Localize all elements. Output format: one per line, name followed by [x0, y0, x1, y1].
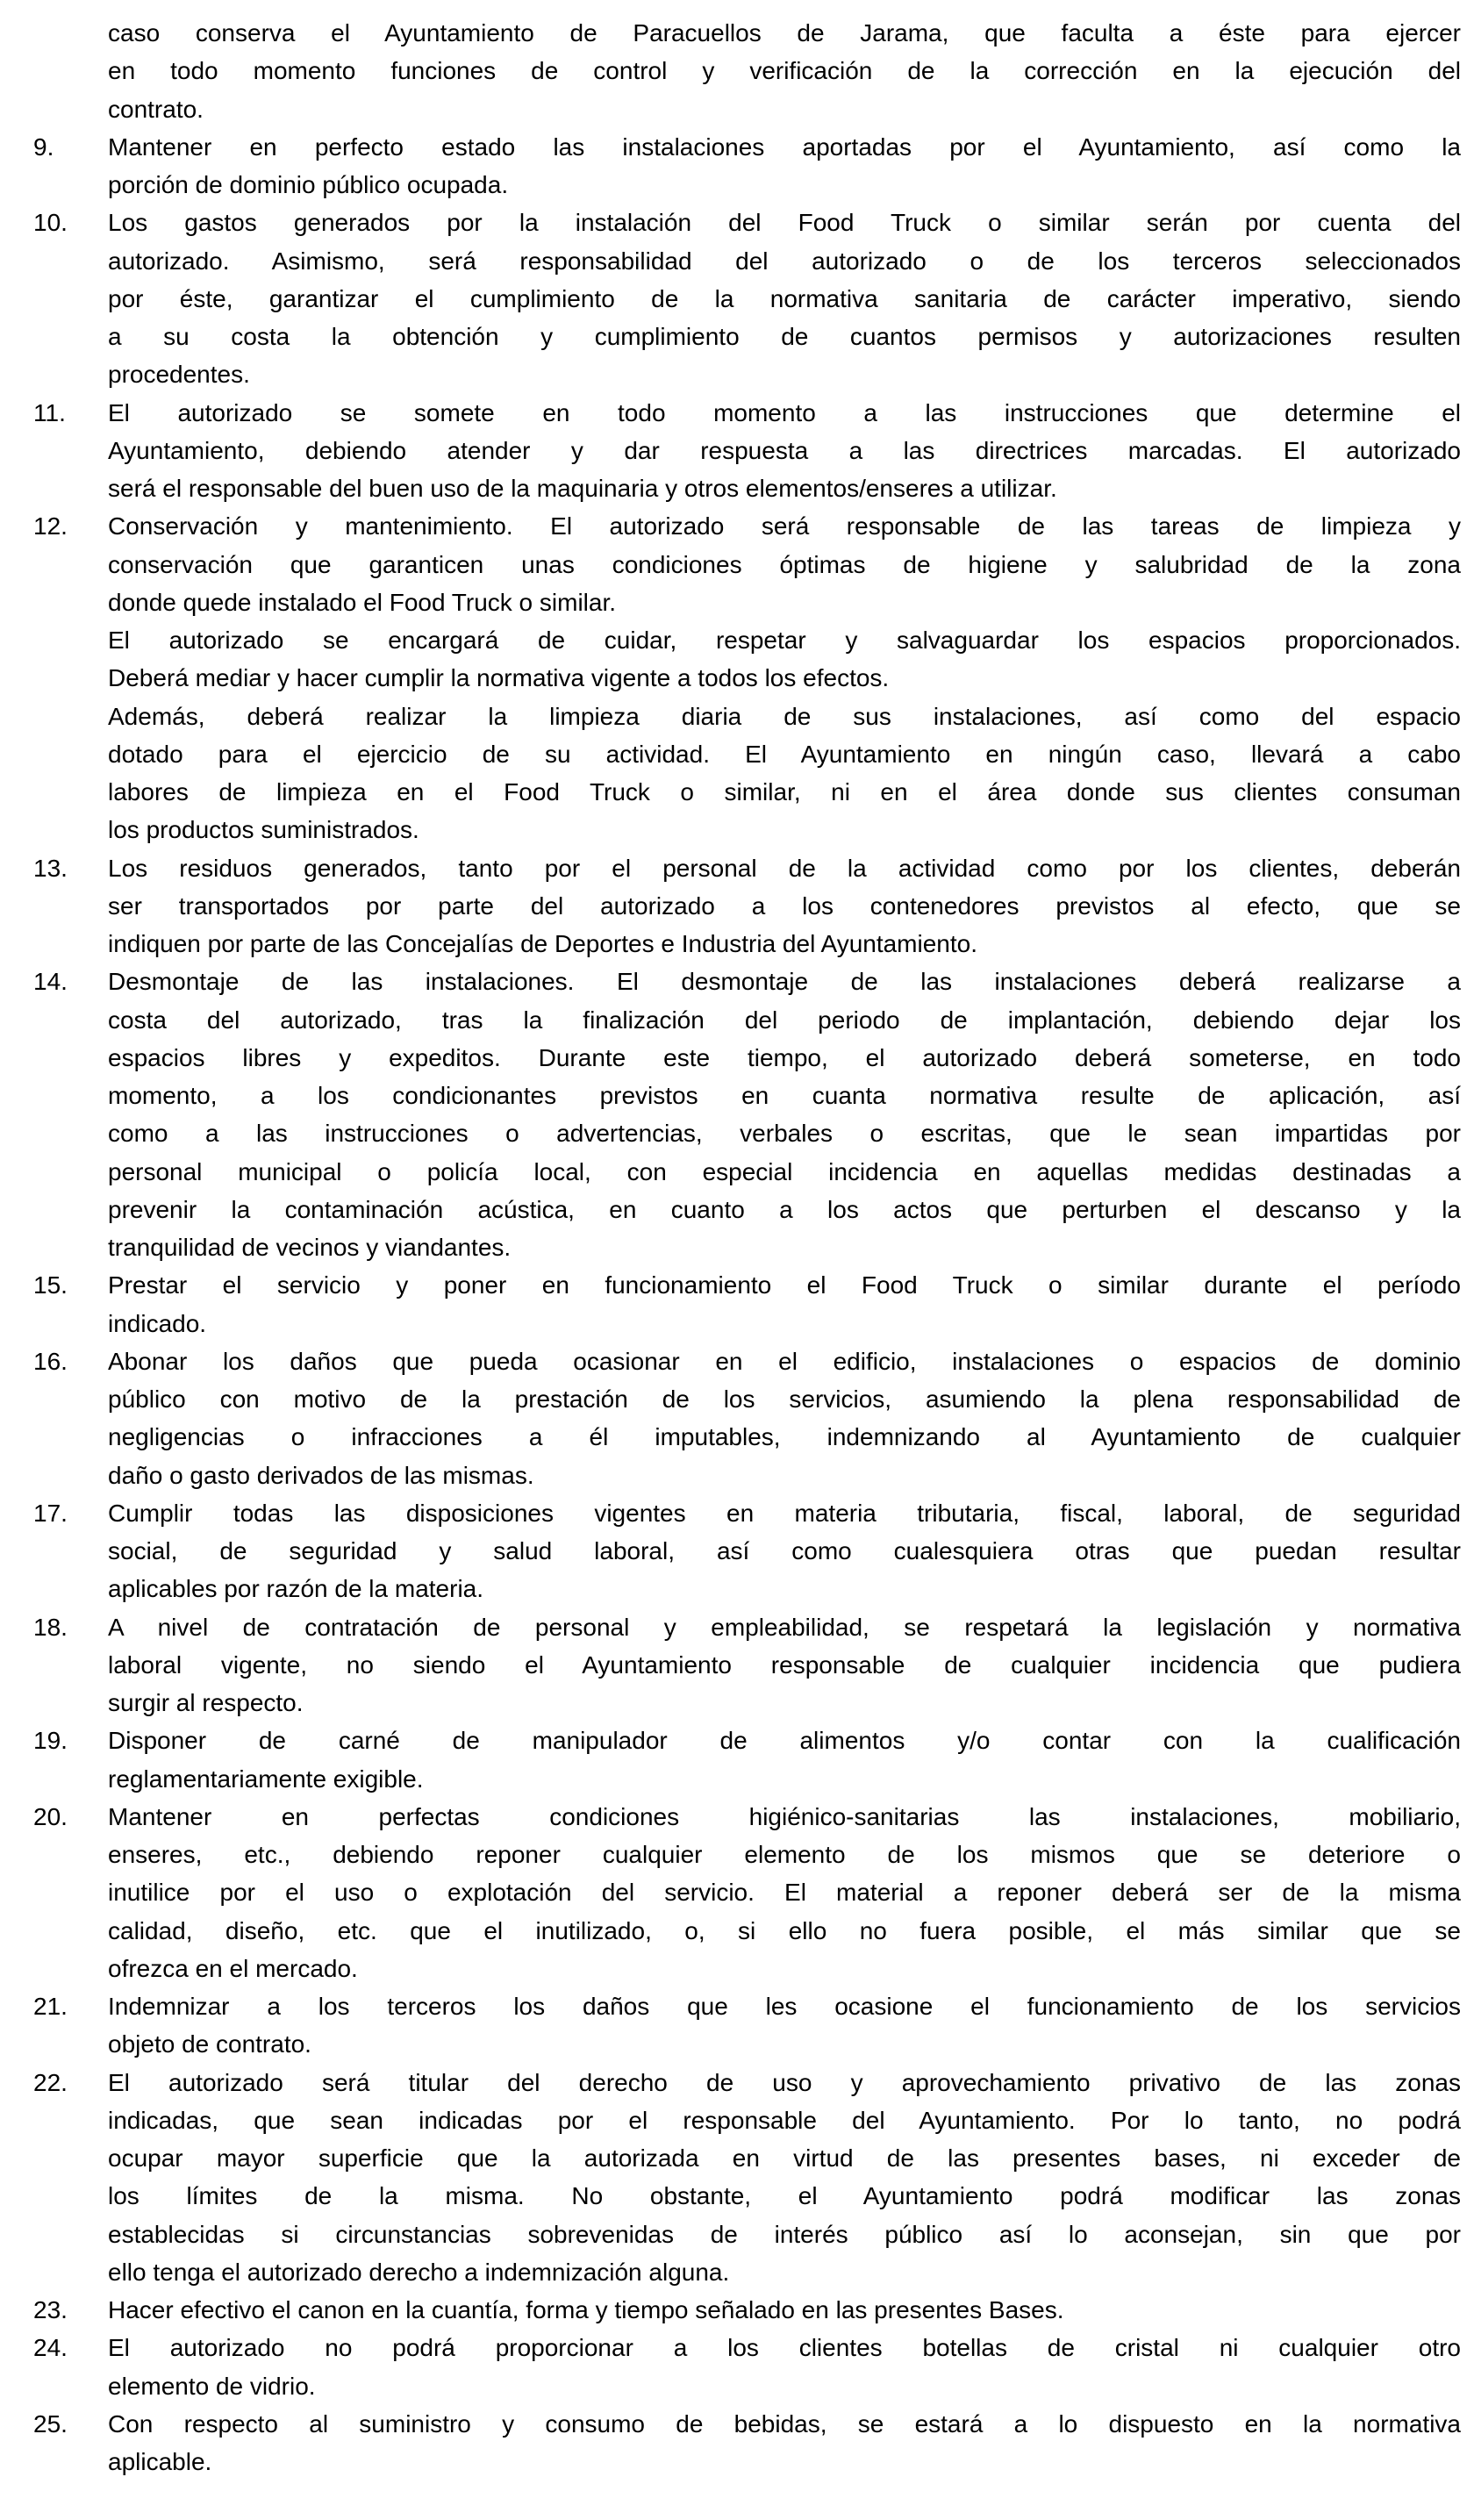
list-item-text: [108, 1266, 1461, 1342]
text-line: en todo momento funciones de control y verificación de la corrección en la ejecución del: [108, 57, 1461, 85]
list-item-number: 23.: [33, 2296, 68, 2323]
text-line: donde quede instalado el Food Truck o similar.: [108, 588, 617, 616]
text-line: contrato.: [108, 95, 204, 123]
list-item: [0, 2405, 1474, 2481]
text-line: aplicable.: [108, 2448, 212, 2475]
list-item-number: 20.: [33, 1802, 68, 1830]
list-item: [0, 204, 1474, 393]
text-line: Con respecto al suministro y consumo de bebidas, se estará a lo dispuesto en la normativa: [108, 2409, 1461, 2438]
text-line: laboral vigente, no siendo el Ayuntamiento responsable de cualquier incidencia que pudiera: [108, 1650, 1461, 1679]
list-item-number: 13.: [33, 854, 68, 882]
list-item-number: 11.: [33, 398, 66, 426]
text-line: daño o gasto derivados de las mismas.: [108, 1461, 534, 1489]
list-item-text: [108, 2329, 1461, 2405]
text-line: procedentes.: [108, 361, 250, 389]
text-line: Indemnizar a los terceros los daños que les ocasione el funcionamiento de los servicios: [108, 1993, 1461, 2020]
text-line: El autorizado se somete en todo momento a las instrucciones que determine el: [108, 398, 1461, 426]
text-line: momento, a los condicionantes previstos en cuanta normativa resulte de aplicación, así: [108, 1082, 1461, 1109]
text-line: labores de limpieza en el Food Truck o similar, ni en el área donde sus clientes consuman: [108, 778, 1461, 805]
list-item: [0, 849, 1474, 963]
text-line: Prestar el servicio y poner en funcionamiento el Food Truck o similar durante el período: [108, 1271, 1461, 1299]
text-line: aplicables por razón de la materia.: [108, 1575, 484, 1603]
text-line: ser transportados por parte del autorizado a los contenedores previstos al efecto, que se: [108, 891, 1461, 920]
list-item-text: [108, 2291, 1461, 2329]
text-line: Los residuos generados, tanto por el personal de la actividad como por los clientes, deberán: [108, 854, 1461, 882]
text-line: Cumplir todas las disposiciones vigentes en materia tributaria, fiscal, laboral, de seguridad: [108, 1499, 1461, 1527]
text-line: Disponer de carné de manipulador de alimentos y/o contar con la cualificación: [108, 1727, 1461, 1755]
text-line: El autorizado será titular del derecho de uso y aprovechamiento privativo de las zonas: [108, 2068, 1461, 2096]
text-line: negligencias o infracciones a él imputables, indemnizando al Ayuntamiento de cualquier: [108, 1423, 1461, 1451]
list-item-number: 22.: [33, 2068, 68, 2096]
list-item-text: [108, 507, 1461, 848]
text-line: será el responsable del buen uso de la maquinaria y otros elementos/enseres a utilizar.: [108, 475, 1057, 502]
list-item-text: [108, 1722, 1461, 1798]
list-item-text: [108, 394, 1461, 508]
list-item: [0, 2291, 1474, 2329]
text-line: público con motivo de la prestación de los servicios, asumiendo la plena responsabilidad de: [108, 1385, 1461, 1413]
list-item-number: 16.: [33, 1347, 68, 1375]
text-line: Los gastos generados por la instalación del Food Truck o similar serán por cuenta del: [108, 209, 1461, 237]
text-line: caso conserva el Ayuntamiento de Paracuellos de Jarama, que faculta a éste para ejercer: [108, 19, 1461, 47]
paragraph-continuation: [0, 14, 1474, 128]
text-line: Mantener en perfectas condiciones higiénico-sanitarias las instalaciones, mobiliario,: [108, 1802, 1461, 1830]
text-line: inutilice por el uso o explotación del servicio. El material a reponer deberá ser de la misma: [108, 1879, 1461, 1907]
list-item-number: 24.: [33, 2334, 68, 2362]
list-item: [0, 2329, 1474, 2405]
text-line: los límites de la misma. No obstante, el Ayuntamiento podrá modificar las zonas: [108, 2182, 1461, 2210]
list-item-number: 10.: [33, 209, 68, 237]
text-line: Conservación y mantenimiento. El autorizado será responsable de las tareas de limpieza y: [108, 512, 1461, 541]
list-item-text: [108, 1342, 1461, 1494]
text-line: Desmontaje de las instalaciones. El desmontaje de las instalaciones deberá realizarse a: [108, 968, 1461, 996]
text-line: espacios libres y expeditos. Durante este tiempo, el autorizado deberá someterse, en todo: [108, 1043, 1461, 1071]
text-line: El autorizado no podrá proporcionar a los clientes botellas de cristal ni cualquier otro: [108, 2334, 1461, 2362]
text-line: objeto de contrato.: [108, 2030, 311, 2058]
text-line: ofrezca en el mercado.: [108, 1954, 358, 1982]
list-item-number: 9.: [33, 132, 54, 161]
list-item-text: [108, 963, 1461, 1266]
text-line: prevenir la contaminación acústica, en cuanto a los actos que perturben el descanso y la: [108, 1195, 1461, 1223]
text-line: los productos suministrados.: [108, 816, 419, 844]
text-line: Deberá mediar y hacer cumplir la normativa vigente a todos los efectos.: [108, 664, 890, 692]
text-line: autorizado. Asimismo, será responsabilidad del autorizado o de los terceros seleccionados: [108, 247, 1461, 275]
list-item: [0, 1608, 1474, 1722]
text-line: ocupar mayor superficie que la autorizada en virtud de las presentes bases, ni exceder de: [108, 2144, 1461, 2172]
list-item-text: [108, 1798, 1461, 1987]
text-line: ello tenga el autorizado derecho a indemnización alguna.: [108, 2258, 730, 2286]
text-line: social, de seguridad y salud laboral, así como cualesquiera otras que puedan resultar: [108, 1537, 1461, 1564]
text-line: indiquen por parte de las Concejalías de Deportes e Industria del Ayuntamiento.: [108, 930, 978, 957]
list-item-text: [108, 1494, 1461, 1608]
list-item-number: 17.: [33, 1499, 68, 1527]
list-item-number: 15.: [33, 1271, 68, 1299]
list-item-number: 12.: [33, 512, 68, 541]
list-item-text: [108, 849, 1461, 963]
text-line: reglamentariamente exigible.: [108, 1765, 424, 1793]
list-item-text: [108, 2405, 1461, 2481]
text-line: indicadas, que sean indicadas por el responsable del Ayuntamiento. Por lo tanto, no podrá: [108, 2106, 1461, 2134]
text-line: a su costa la obtención y cumplimiento de cuantos permisos y autorizaciones resulten: [108, 323, 1461, 350]
text-line: Además, deberá realizar la limpieza diaria de sus instalaciones, así como del espacio: [108, 702, 1461, 730]
text-line: Abonar los daños que pueda ocasionar en el edificio, instalaciones o espacios de dominio: [108, 1347, 1461, 1375]
list-item-text: [108, 14, 1461, 128]
text-line: El autorizado se encargará de cuidar, respetar y salvaguardar los espacios proporcionados.: [108, 626, 1461, 654]
list-item: [0, 963, 1474, 1266]
document-body: [0, 14, 1474, 2481]
text-line: costa del autorizado, tras la finalización del periodo de implantación, debiendo dejar los: [108, 1006, 1461, 1034]
list-item: [0, 394, 1474, 508]
text-line: establecidas si circunstancias sobrevenidas de interés público así lo aconsejan, sin que por: [108, 2220, 1461, 2248]
text-line: tranquilidad de vecinos y viandantes.: [108, 1234, 512, 1261]
list-item: [0, 1266, 1474, 1342]
list-item-number: 25.: [33, 2409, 68, 2438]
list-item-text: [108, 128, 1461, 204]
list-item: [0, 1494, 1474, 1608]
text-line: porción de dominio público ocupada.: [108, 171, 509, 198]
list-item: [0, 1798, 1474, 1987]
text-line: indicado.: [108, 1309, 207, 1337]
list-item-text: [108, 204, 1461, 393]
list-item-text: [108, 2064, 1461, 2292]
text-line: surgir al respecto.: [108, 1689, 304, 1716]
text-line: Ayuntamiento, debiendo atender y dar respuesta a las directrices marcadas. El autorizado: [108, 436, 1461, 464]
list-item-number: 19.: [33, 1727, 68, 1755]
list-item: [0, 507, 1474, 848]
text-line: enseres, etc., debiendo reponer cualquier elemento de los mismos que se deteriore o: [108, 1841, 1461, 1868]
list-item-text: [108, 1987, 1461, 2064]
text-line: por éste, garantizar el cumplimiento de la normativa sanitaria de carácter imperativo, siendo: [108, 284, 1461, 312]
text-line: conservación que garanticen unas condiciones óptimas de higiene y salubridad de la zona: [108, 550, 1461, 578]
text-line: como a las instrucciones o advertencias, verbales o escritas, que le sean impartidas por: [108, 1120, 1461, 1148]
text-line: Mantener en perfecto estado las instalaciones aportadas por el Ayuntamiento, así como la: [108, 132, 1461, 161]
list-item-number: 14.: [33, 968, 68, 996]
text-line: personal municipal o policía local, con especial incidencia en aquellas medidas destinadas a: [108, 1157, 1461, 1185]
list-item-number: 21.: [33, 1993, 68, 2020]
text-line: elemento de vidrio.: [108, 2372, 316, 2400]
text-line: Hacer efectivo el canon en la cuantía, forma y tiempo señalado en las presentes Bases.: [108, 2296, 1064, 2323]
list-item: [0, 1342, 1474, 1494]
list-item-number: 18.: [33, 1613, 68, 1641]
list-item: [0, 2064, 1474, 2292]
list-item-text: [108, 1608, 1461, 1722]
list-item: [0, 1987, 1474, 2064]
list-item: [0, 128, 1474, 204]
list-item: [0, 1722, 1474, 1798]
text-line: calidad, diseño, etc. que el inutilizado, o, si ello no fuera posible, el más similar que se: [108, 1916, 1461, 1944]
text-line: A nivel de contratación de personal y empleabilidad, se respetará la legislación y normativa: [108, 1613, 1461, 1641]
text-line: dotado para el ejercicio de su actividad. El Ayuntamiento en ningún caso, llevará a cabo: [108, 740, 1461, 768]
